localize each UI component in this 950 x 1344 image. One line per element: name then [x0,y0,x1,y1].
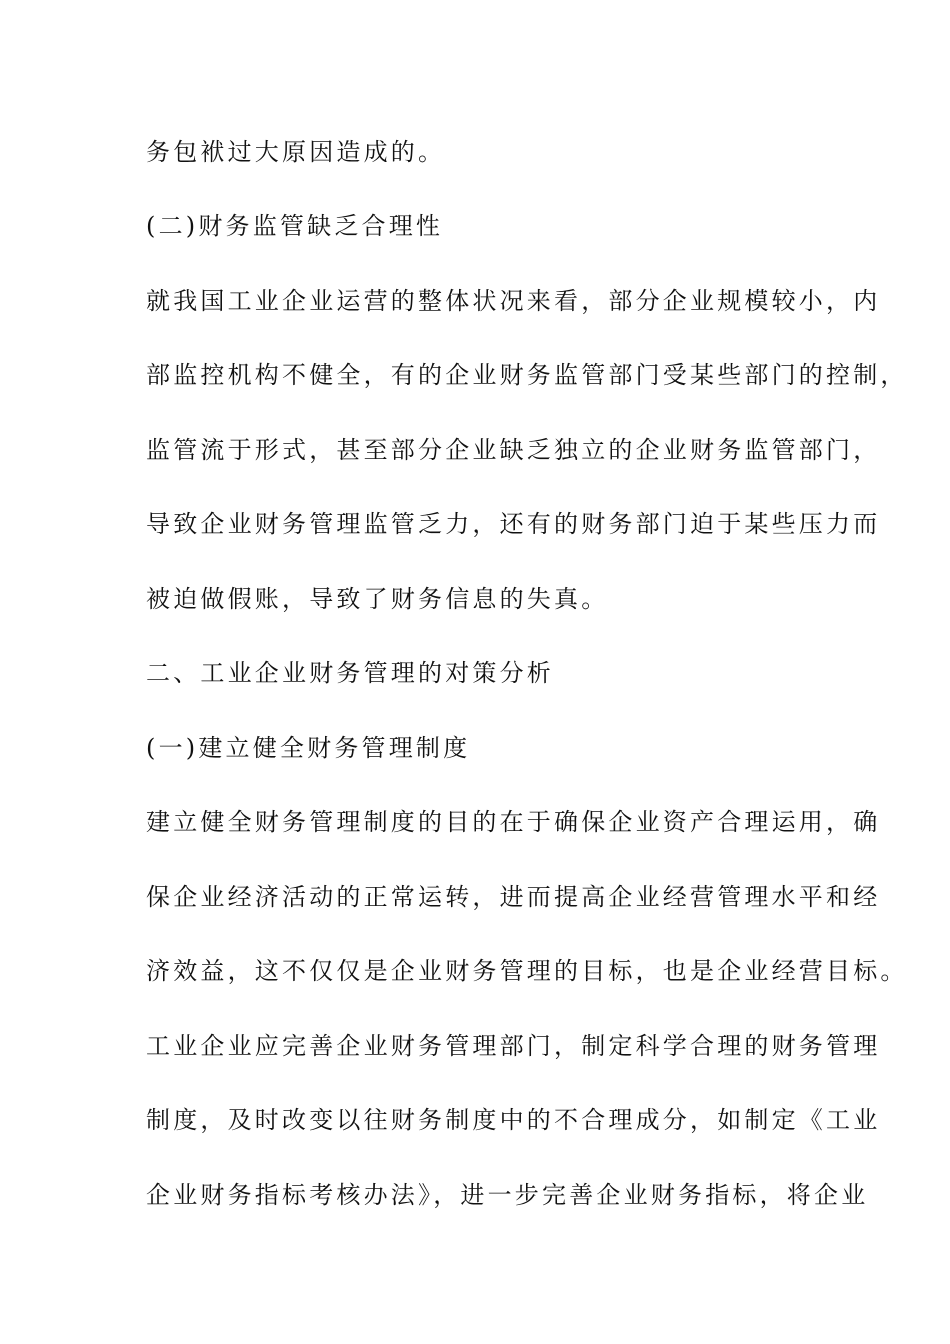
paragraph-line: 建立健全财务管理制度的目的在于确保企业资产合理运用，确 [146,808,881,836]
paragraph-line: 监管流于形式，甚至部分企业缺乏独立的企业财务监管部门， [146,436,881,464]
section-heading: (二)财务监管缺乏合理性 [146,212,444,240]
paragraph-line: 济效益，这不仅仅是企业财务管理的目标，也是企业经营目标。 [146,957,908,985]
paragraph-line: 制度，及时改变以往财务制度中的不合理成分，如制定《工业 [146,1106,881,1134]
paragraph-line: 导致企业财务管理监管乏力，还有的财务部门迫于某些压力而 [146,510,881,538]
paragraph-line: 务包袱过大原因造成的。 [146,138,446,166]
paragraph-line: 被迫做假账，导致了财务信息的失真。 [146,585,609,613]
paragraph-line: 就我国工业企业运营的整体状况来看，部分企业规模较小，内 [146,287,881,315]
paragraph-line: 工业企业应完善企业财务管理部门，制定科学合理的财务管理 [146,1032,881,1060]
section-heading: (一)建立健全财务管理制度 [146,734,471,762]
paragraph-line: 企业财务指标考核办法》，进一步完善企业财务指标，将企业 [146,1181,869,1209]
chapter-heading: 二、工业企业财务管理的对策分析 [146,659,554,687]
paragraph-line: 保企业经济活动的正常运转，进而提高企业经营管理水平和经 [146,883,881,911]
paragraph-line: 部监控机构不健全，有的企业财务监管部门受某些部门的控制， [146,361,908,389]
